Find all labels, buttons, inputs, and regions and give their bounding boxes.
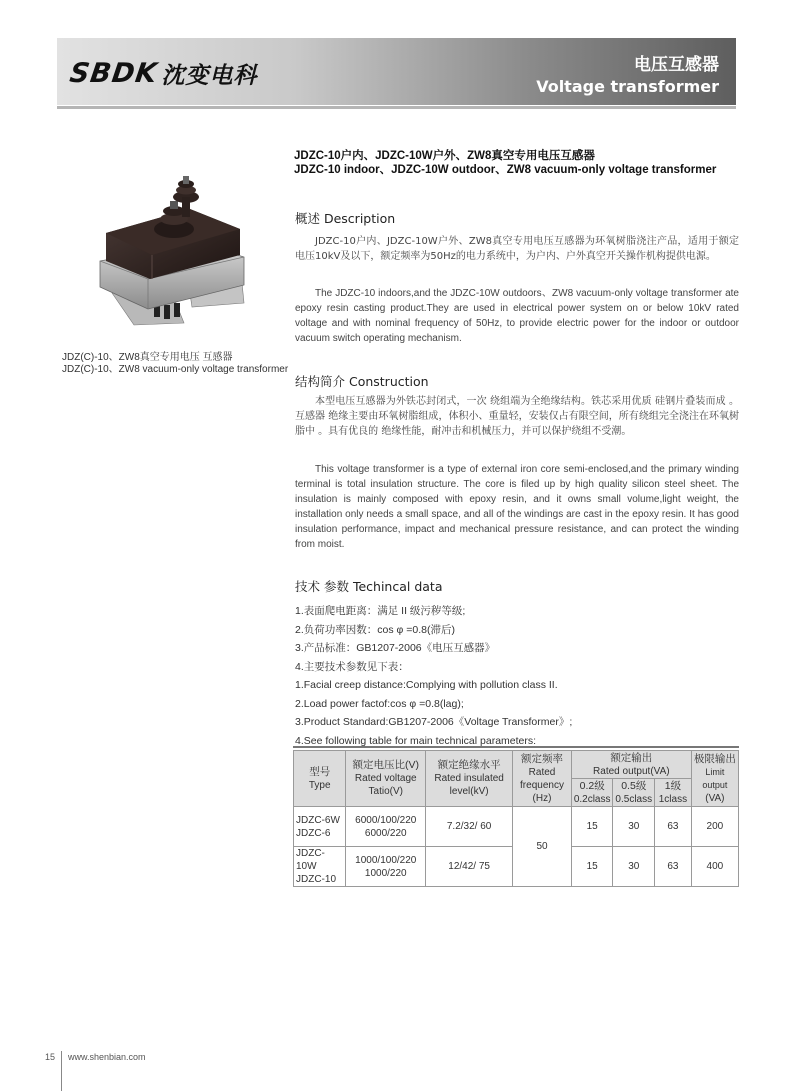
technical-item: 2.Load power factof:cos φ =0.8(lag); <box>295 697 464 710</box>
technical-item: 2.负荷功率因数：cos φ =0.8(滞后) <box>295 623 455 636</box>
row-class-02: 15 <box>571 807 613 847</box>
header-rated-output: 额定输出 Rated output(VA) <box>571 751 691 779</box>
row-class-05: 30 <box>613 847 655 887</box>
technical-item: 1.Facial creep distance:Complying with pollution class II. <box>295 679 558 691</box>
page-number: 15 <box>45 1052 56 1062</box>
row-class-05: 30 <box>613 807 655 847</box>
logo-latin-text: SBDK <box>67 57 160 89</box>
row-insulation: 7.2/32/ 60 <box>426 807 513 847</box>
description-cn: JDZC-10户内、JDZC-10W户外、ZW8真空专用电压互感器为环氧树脂浇注产品，适用于额定电压10kV及以下，额定频率为50Hz的电力系统中，为户内、户外真空开关操作机构提供电源。 <box>295 236 739 262</box>
description-en: The JDZC-10 indoors,and the JDZC-10W outdoors、ZW8 vacuum-only voltage transformer ate epoxy resin casting product.They are used in electrical power system on or below 10kV rated voltage and with nominal frequency of 50Hz, to provide electric power for the indoor or outdoor vacuum switch operating mechanism. <box>295 288 739 344</box>
photo-caption <box>62 352 288 376</box>
construction-en: This voltage transformer is a type of external iron core semi-enclosed,and the primary winding terminal is total insulation structure. The core is filed up by high quality silicon steel sheet. The insulation is mainly composed with epoxy resin, and it owns small volume,light weight, the installation only needs a small space, and all of the windings are cast in the epoxy resin. It has good insulation performance, impact and mechanical pressure resistance, and can protect the winding from moist. <box>295 464 739 550</box>
header-limit-output: 极限输出 Limit output (VA) <box>691 751 738 807</box>
header-class-1: 1级 1class <box>655 779 692 807</box>
header-insulation: 额定绝缘水平 Rated insulated level(kV) <box>426 751 513 807</box>
table-row <box>294 807 739 847</box>
header-frequency: 额定频率 Rated frequency (Hz) <box>513 751 572 807</box>
construction-cn: 本型电压互感器为外铁芯封闭式，一次 绕组端为全绝缘结构。铁芯采用优质 硅钢片叠装而成 。互感器 绝缘主要由环氧树脂组成，体积小、重量轻，安装仅占有限空间，所有绕组完全浇注在环氧树脂中 。具有优良的 绝缘性能，耐冲击和机械压力，并可以保护绕组不受潮。 <box>295 396 739 437</box>
technical-item: 3.产品标准：GB1207-2006《电压互感器》 <box>295 642 496 654</box>
row-ratio: 6000/100/220 6000/220 <box>346 807 426 847</box>
header-underline <box>57 106 736 109</box>
header-class-05: 0.5级 0.5class <box>613 779 655 807</box>
row-class-02: 15 <box>571 847 613 887</box>
row-limit: 200 <box>691 807 738 847</box>
row-type: JDZC-10W JDZC-10 <box>294 847 346 887</box>
row-frequency: 50 <box>513 807 572 887</box>
technical-title: 技术 参数 Techincal data <box>295 579 443 594</box>
row-class-1: 63 <box>655 807 692 847</box>
header-ratio: 额定电压比(V) Rated voltage Tatio(V) <box>346 751 426 807</box>
row-type: JDZC-6W JDZC-6 <box>294 807 346 847</box>
description-title: 概述 Description <box>295 211 396 226</box>
row-class-1: 63 <box>655 847 692 887</box>
row-insulation: 12/42/ 75 <box>426 847 513 887</box>
photo-caption-cn: JDZ(C)-10、ZW8真空专用电压 互感器 <box>62 352 233 363</box>
logo-cjk-text: 沈变电科 <box>161 62 258 89</box>
row-ratio: 1000/100/220 1000/220 <box>346 847 426 887</box>
construction-title: 结构简介 Construction <box>295 374 429 389</box>
technical-item: 4.主要技术参数见下表： <box>295 660 409 673</box>
product-title <box>294 149 744 177</box>
header-class-02: 0.2级 0.2class <box>571 779 613 807</box>
technical-item: 1.表面爬电距离：满足 II 级污秽等级; <box>295 605 466 617</box>
brand-logo <box>67 57 258 89</box>
row-limit: 400 <box>691 847 738 887</box>
header-title-cn: 电压互感器 <box>634 55 719 75</box>
photo-caption-en: JDZ(C)-10、ZW8 vacuum-only voltage transformer <box>62 364 289 375</box>
header-band <box>57 38 736 105</box>
footer-url[interactable]: www.shenbian.com <box>68 1052 146 1062</box>
technical-item: 3.Product Standard:GB1207-2006《Voltage Transformer》; <box>295 716 573 728</box>
footer-divider <box>61 1051 62 1091</box>
header-title-en: Voltage transformer <box>536 77 719 96</box>
page-footer <box>45 1037 146 1077</box>
technical-item: 4.See following table for main technical parameters: <box>295 734 537 747</box>
product-title-cn: JDZC-10户内、JDZC-10W户外、ZW8真空专用电压互感器 <box>294 150 595 162</box>
technical-list <box>295 602 739 750</box>
product-title-en: JDZC-10 indoor、JDZC-10W outdoor、ZW8 vacuum-only voltage transformer <box>294 164 717 176</box>
transformer-photo <box>94 175 254 335</box>
table-top-rule <box>293 746 739 748</box>
spec-table <box>293 750 739 887</box>
header-type: 型号 Type <box>294 751 346 807</box>
